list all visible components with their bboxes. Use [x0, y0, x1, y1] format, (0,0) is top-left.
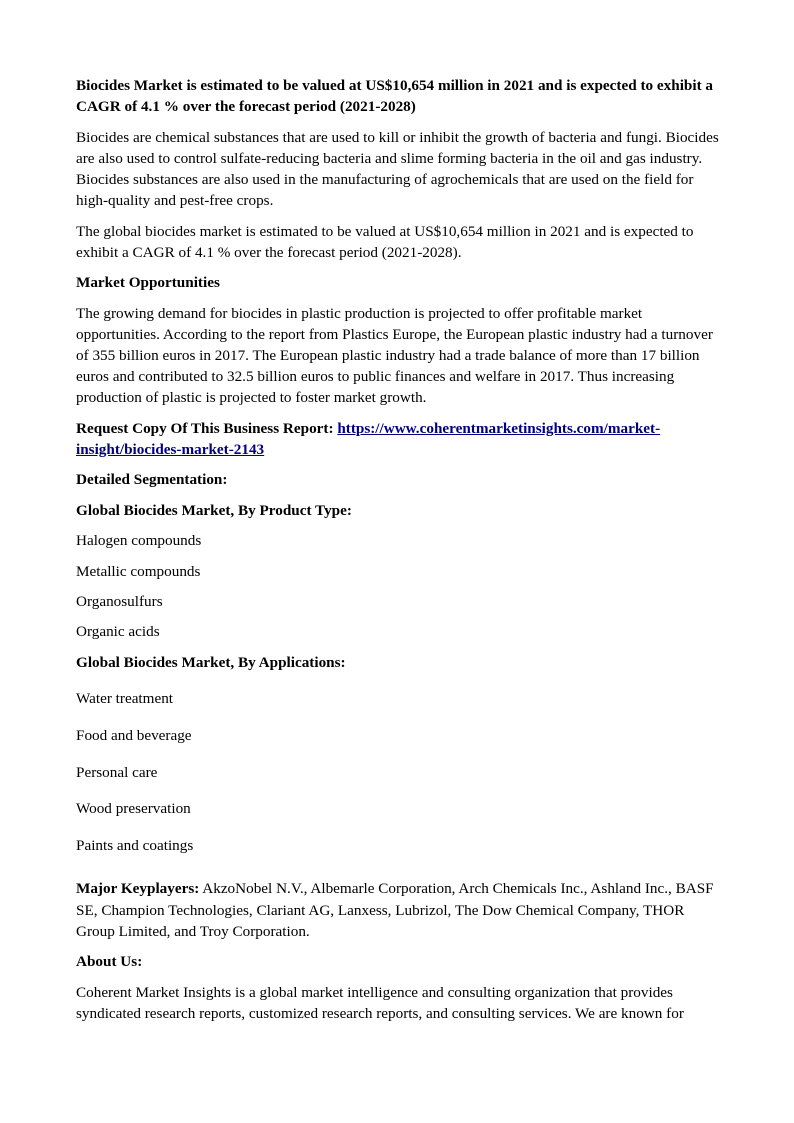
- intro-paragraph-1: Biocides are chemical substances that are used to kill or inhibit the growth of bacteria and fungi. Biocides are also used to control sulfate-reducing bacteria and slime forming bacteria in the oil and gas industry. Biocides substances are also used in the manufacturing of agrochemicals that are used on the field for high-quality and pest-free crops.: [76, 128, 719, 210]
- keyplayers-text: AkzoNobel N.V., Albemarle Corporation, Arch Chemicals Inc., Ashland Inc., BASF SE, Champion Technologies, Clariant AG, Lanxess, Lubrizol, The Dow Chemical Company, THOR Group Limited, and Troy Corporation.: [76, 880, 714, 940]
- keyplayers-paragraph: [76, 878, 720, 942]
- about-heading: About Us:: [76, 953, 143, 971]
- segmentation-heading: Detailed Segmentation:: [76, 471, 228, 489]
- request-copy-label: Request Copy Of This Business Report:: [76, 419, 338, 437]
- list-item: Organosulfurs: [76, 592, 163, 610]
- list-item: Food and beverage: [76, 726, 192, 744]
- opportunities-paragraph: The growing demand for biocides in plastic production is projected to offer profitable market opportunities. According to the report from Plastics Europe, the European plastic industry had a turnover of 355 billion euros in 2017. The European plastic industry had a trade balance of more than 17 billion euros and contributed to 32.5 billion euros to public finances and welfare in 2017. Thus increasing production of plastic is projected to foster market growth.: [76, 304, 713, 407]
- about-paragraph: Coherent Market Insights is a global market intelligence and consulting organization that provides syndicated research reports, customized research reports, and consulting services. We are known for: [76, 983, 684, 1022]
- report-link[interactable]: https://www.coherentmarketinsights.com/market-insight/biocides-market-2143: [76, 419, 661, 458]
- intro-paragraph-2: The global biocides market is estimated to be valued at US$10,654 million in 2021 and is expected to exhibit a CAGR of 4.1 % over the forecast period (2021-2028).: [76, 222, 694, 261]
- product-type-heading: Global Biocides Market, By Product Type:: [76, 501, 352, 519]
- document-body: [76, 75, 720, 1033]
- list-item: Halogen compounds: [76, 532, 202, 550]
- opportunities-heading: Market Opportunities: [76, 274, 220, 292]
- headline: Biocides Market is estimated to be valued at US$10,654 million in 2021 and is expected to exhibit a CAGR of 4.1 % over the forecast period (2021-2028): [76, 77, 714, 116]
- applications-list: [76, 688, 720, 856]
- applications-heading: Global Biocides Market, By Applications:: [76, 653, 346, 671]
- list-item: Wood preservation: [76, 800, 191, 818]
- request-copy-line: [76, 418, 720, 460]
- product-type-list: [76, 530, 720, 642]
- keyplayers-label: Major Keyplayers:: [76, 880, 200, 898]
- list-item: Paints and coatings: [76, 837, 194, 855]
- list-item: Metallic compounds: [76, 562, 201, 580]
- list-item: Personal care: [76, 763, 158, 781]
- list-item: Water treatment: [76, 689, 174, 707]
- list-item: Organic acids: [76, 623, 160, 641]
